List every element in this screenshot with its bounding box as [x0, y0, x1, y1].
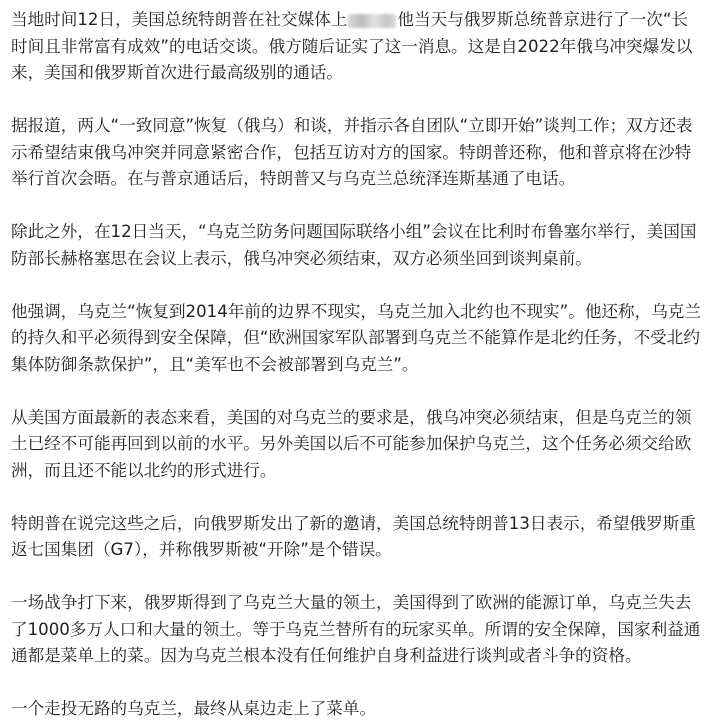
- paragraph-1-part-1: 当地时间12日，美国总统特朗普在社交媒体上: [11, 10, 348, 29]
- paragraph-6: 特朗普在说完这些之后，向俄罗斯发出了新的邀请，美国总统特朗普13日表示，希望俄罗斯重返七国集团（G7），并称俄罗斯被“开除”是个错误。: [11, 513, 696, 559]
- paragraph-2: 据报道，两人“一致同意”恢复（俄乌）和谈，并指示各自团队“立即开始”谈判工作；双方还表示希望结束俄乌冲突并同意紧密合作，包括互访对方的国家。特朗普还称，他和普京将在沙特举行首次会晤。在与普京通话后，特朗普又与乌克兰总统泽连斯基通了电话。: [11, 116, 693, 188]
- redacted-mosaic-icon: [348, 14, 396, 28]
- paragraph-3: 除此之外，在12日当天，“乌克兰防务问题国际联络小组”会议在比利时布鲁塞尔举行，美国国防部长赫格塞思在会议上表示，俄乌冲突必须结束，双方必须坐回到谈判桌前。: [11, 222, 697, 268]
- paragraph-5: 从美国方面最新的表态来看，美国的对乌克兰的要求是，俄乌冲突必须结束，但是乌克兰的领土已经不可能再回到以前的水平。另外美国以后不可能参加保护乌克兰，这个任务必须交给欧洲，而且还不能以北约的形式进行。: [11, 407, 692, 480]
- article-body: [11, 7, 701, 723]
- paragraph-8: 一个走投无路的乌克兰，最终从桌边走上了菜单。: [11, 699, 377, 718]
- paragraph-1: [11, 7, 701, 87]
- paragraph-7: 一场战争打下来，俄罗斯得到了乌克兰大量的领土，美国得到了欧洲的能源订单，乌克兰失去了1000多万人口和大量的领土。等于乌克兰替所有的玩家买单。所谓的安全保障，国家利益通通都是菜单上的菜。因为乌克兰根本没有任何维护自身利益进行谈判或者斗争的资格。: [11, 593, 701, 665]
- paragraph-1-part-2: 他当天与俄罗斯总统普京进行了一次“长时间且非常富有成效”的电话交谈。俄方随后证实了这一消息。这是自2022年俄乌冲突爆发以来，美国和俄罗斯首次进行最高级别的通话。: [11, 10, 693, 82]
- paragraph-4: 他强调，乌克兰“恢复到2014年前的边界不现实，乌克兰加入北约也不现实”。他还称，乌克兰的持久和平必须得到安全保障，但“欧洲国家军队部署到乌克兰不能算作是北约任务，不受北约集体防御条款保护”，且“美军也不会被部署到乌克兰”。: [11, 301, 701, 374]
